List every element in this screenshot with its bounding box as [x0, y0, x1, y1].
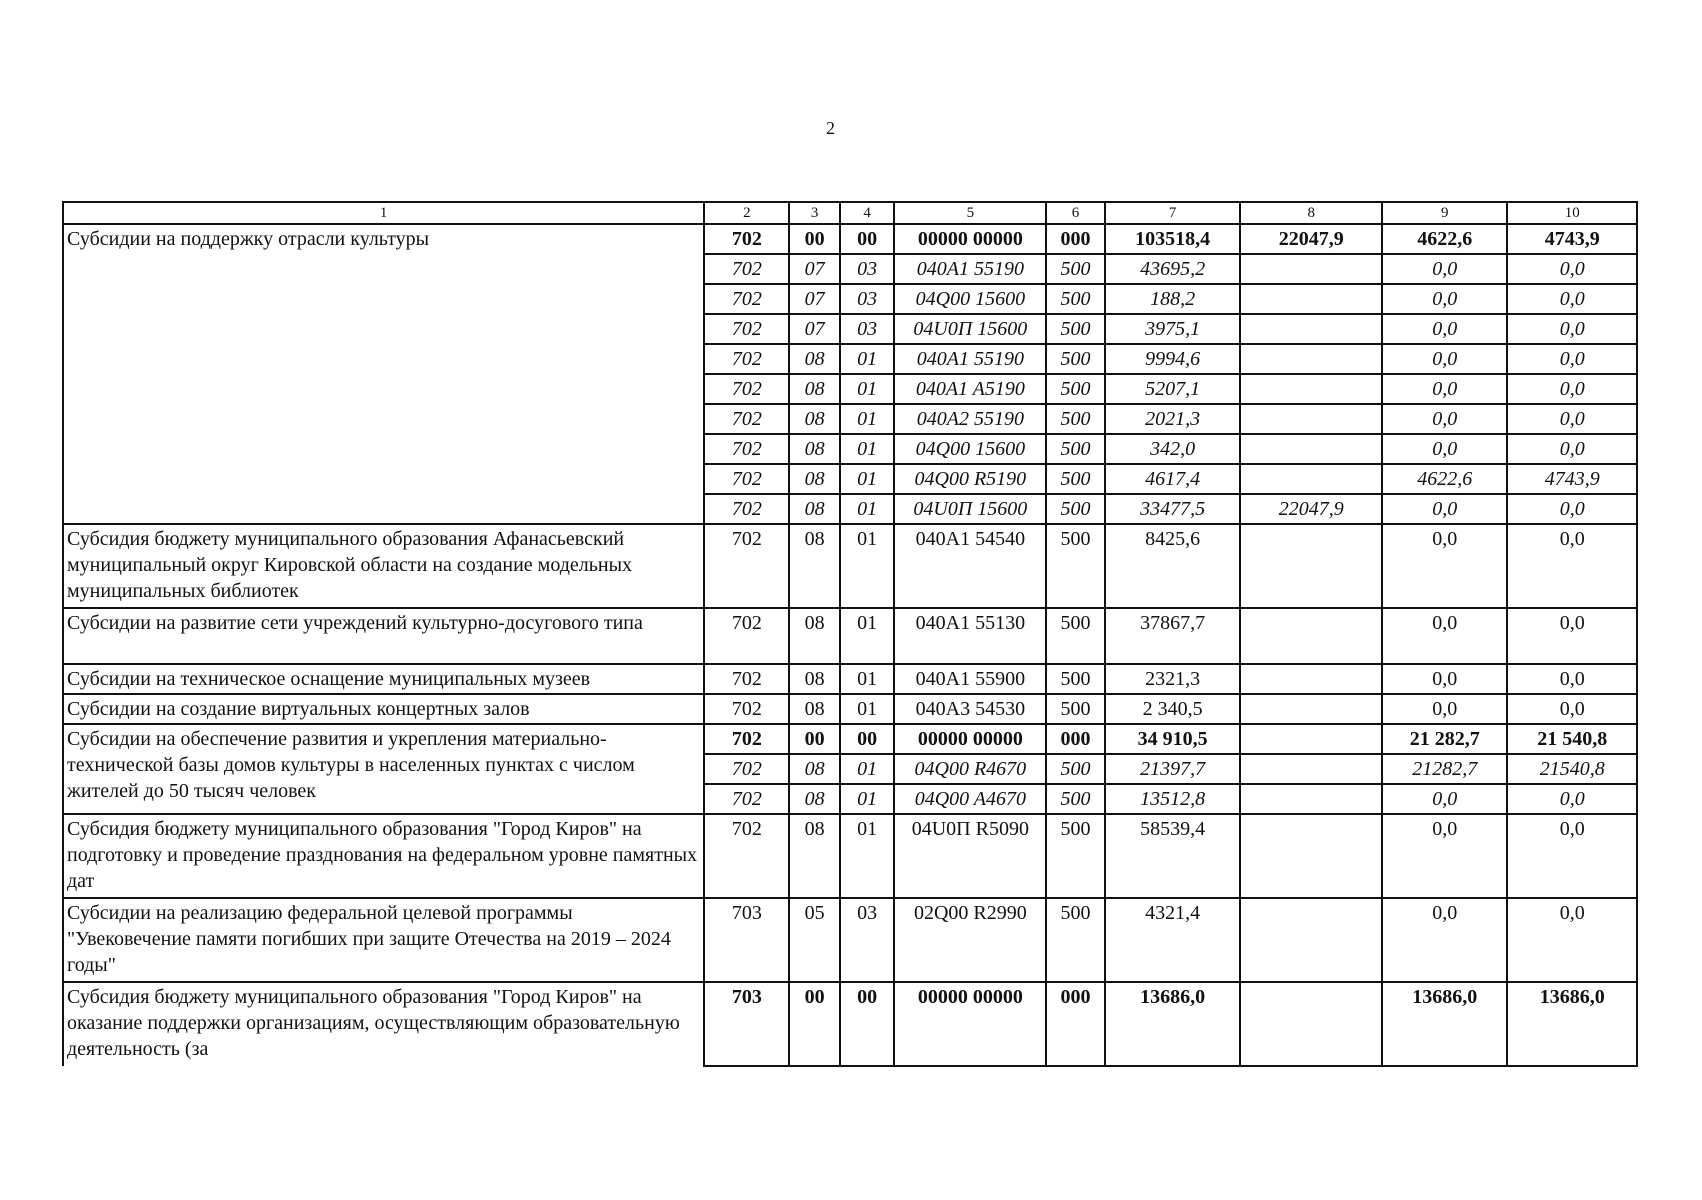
- cell-c5: 00000 00000: [894, 724, 1046, 754]
- cell-c5: 04U0П 15600: [894, 494, 1046, 524]
- cell-c7: 188,2: [1105, 284, 1241, 314]
- cell-c6: 500: [1046, 374, 1105, 404]
- cell-c9: 13686,0: [1382, 982, 1507, 1066]
- cell-c8: [1240, 982, 1382, 1066]
- cell-c7: 9994,6: [1105, 344, 1241, 374]
- cell-c8: [1240, 608, 1382, 664]
- cell-c3: 07: [789, 254, 840, 284]
- row-name: Субсидия бюджету муниципального образования "Город Киров" на подготовку и проведение празднования на федеральном уровне памятных дат: [63, 814, 704, 898]
- cell-c5: 040A1 55900: [894, 664, 1046, 694]
- cell-c5: 040A2 55190: [894, 404, 1046, 434]
- cell-c7: 103518,4: [1105, 224, 1241, 254]
- cell-c5: 04Q00 15600: [894, 434, 1046, 464]
- cell-c3: 08: [789, 814, 840, 898]
- cell-c7: 21397,7: [1105, 754, 1241, 784]
- header-cell: 6: [1046, 202, 1105, 224]
- cell-c2: 703: [704, 982, 789, 1066]
- cell-c2: 702: [704, 784, 789, 814]
- cell-c9: 0,0: [1382, 524, 1507, 608]
- cell-c6: 500: [1046, 664, 1105, 694]
- cell-c8: [1240, 664, 1382, 694]
- header-cell: 9: [1382, 202, 1507, 224]
- cell-c6: 500: [1046, 608, 1105, 664]
- cell-c2: 702: [704, 224, 789, 254]
- cell-c7: 33477,5: [1105, 494, 1241, 524]
- row-name: Субсидия бюджету муниципального образования Афанасьевский муниципальный округ Кировской области на создание модельных муниципальных библиотек: [63, 524, 704, 608]
- cell-c5: 00000 00000: [894, 224, 1046, 254]
- cell-c4: 01: [840, 664, 895, 694]
- cell-c7: 34 910,5: [1105, 724, 1241, 754]
- cell-c7: 8425,6: [1105, 524, 1241, 608]
- row-name: Субсидии на создание виртуальных концертных залов: [63, 694, 704, 724]
- cell-c10: 4743,9: [1507, 224, 1637, 254]
- cell-c3: 08: [789, 374, 840, 404]
- table-row: [63, 814, 1637, 898]
- cell-c9: 0,0: [1382, 814, 1507, 898]
- cell-c5: 04U0П 15600: [894, 314, 1046, 344]
- cell-c4: 00: [840, 724, 895, 754]
- cell-c8: [1240, 344, 1382, 374]
- cell-c5: 04U0П R5090: [894, 814, 1046, 898]
- table-row: [63, 524, 1637, 608]
- cell-c3: 08: [789, 434, 840, 464]
- cell-c2: 702: [704, 254, 789, 284]
- cell-c9: 0,0: [1382, 494, 1507, 524]
- cell-c8: [1240, 724, 1382, 754]
- cell-c4: 01: [840, 524, 895, 608]
- cell-c4: 00: [840, 982, 895, 1066]
- cell-c4: 01: [840, 374, 895, 404]
- cell-c3: 05: [789, 898, 840, 982]
- cell-c3: 07: [789, 314, 840, 344]
- table-row: [63, 724, 1637, 754]
- cell-c4: 01: [840, 494, 895, 524]
- cell-c3: 00: [789, 224, 840, 254]
- cell-c5: 040A1 55190: [894, 344, 1046, 374]
- row-name: Субсидия бюджету муниципального образования "Город Киров" на оказание поддержки организациям, осуществляющим образовательную деятельность (за: [63, 982, 704, 1066]
- cell-c8: [1240, 524, 1382, 608]
- cell-c2: 703: [704, 898, 789, 982]
- cell-c6: 500: [1046, 344, 1105, 374]
- cell-c6: 500: [1046, 254, 1105, 284]
- cell-c2: 702: [704, 694, 789, 724]
- cell-c2: 702: [704, 814, 789, 898]
- cell-c7: 4617,4: [1105, 464, 1241, 494]
- cell-c10: 21 540,8: [1507, 724, 1637, 754]
- cell-c9: 0,0: [1382, 314, 1507, 344]
- cell-c3: 08: [789, 404, 840, 434]
- cell-c10: 0,0: [1507, 404, 1637, 434]
- cell-c3: 00: [789, 982, 840, 1066]
- cell-c2: 702: [704, 754, 789, 784]
- cell-c2: 702: [704, 608, 789, 664]
- cell-c9: 4622,6: [1382, 224, 1507, 254]
- cell-c10: 0,0: [1507, 694, 1637, 724]
- cell-c3: 08: [789, 524, 840, 608]
- cell-c4: 01: [840, 754, 895, 784]
- cell-c8: [1240, 694, 1382, 724]
- cell-c5: 040A1 55190: [894, 254, 1046, 284]
- cell-c9: 0,0: [1382, 694, 1507, 724]
- cell-c8: [1240, 434, 1382, 464]
- header-cell: 3: [789, 202, 840, 224]
- cell-c6: 500: [1046, 524, 1105, 608]
- cell-c9: 21 282,7: [1382, 724, 1507, 754]
- cell-c6: 500: [1046, 464, 1105, 494]
- cell-c3: 08: [789, 464, 840, 494]
- cell-c5: 04Q00 15600: [894, 284, 1046, 314]
- cell-c2: 702: [704, 464, 789, 494]
- cell-c9: 0,0: [1382, 344, 1507, 374]
- cell-c6: 500: [1046, 404, 1105, 434]
- cell-c2: 702: [704, 314, 789, 344]
- cell-c9: 0,0: [1382, 254, 1507, 284]
- cell-c8: [1240, 254, 1382, 284]
- cell-c10: 0,0: [1507, 524, 1637, 608]
- row-name: Субсидии на реализацию федеральной целевой программы "Увековечение памяти погибших при защите Отечества на 2019 – 2024 годы": [63, 898, 704, 982]
- cell-c10: 0,0: [1507, 344, 1637, 374]
- cell-c4: 03: [840, 898, 895, 982]
- row-name: Субсидии на техническое оснащение муниципальных музеев: [63, 664, 704, 694]
- page-number: 2: [826, 118, 835, 138]
- header-cell: 1: [63, 202, 704, 224]
- header-cell: 10: [1507, 202, 1637, 224]
- cell-c2: 702: [704, 344, 789, 374]
- cell-c8: [1240, 464, 1382, 494]
- cell-c2: 702: [704, 494, 789, 524]
- cell-c2: 702: [704, 434, 789, 464]
- cell-c10: 0,0: [1507, 814, 1637, 898]
- cell-c10: 0,0: [1507, 314, 1637, 344]
- header-cell: 8: [1240, 202, 1382, 224]
- cell-c5: 040A3 54530: [894, 694, 1046, 724]
- cell-c8: 22047,9: [1240, 494, 1382, 524]
- cell-c9: 0,0: [1382, 664, 1507, 694]
- cell-c9: 0,0: [1382, 374, 1507, 404]
- cell-c7: 2321,3: [1105, 664, 1241, 694]
- cell-c4: 01: [840, 344, 895, 374]
- cell-c10: 0,0: [1507, 664, 1637, 694]
- cell-c4: 03: [840, 284, 895, 314]
- cell-c10: 0,0: [1507, 434, 1637, 464]
- cell-c7: 43695,2: [1105, 254, 1241, 284]
- cell-c10: 0,0: [1507, 784, 1637, 814]
- cell-c2: 702: [704, 284, 789, 314]
- cell-c3: 08: [789, 664, 840, 694]
- cell-c8: [1240, 814, 1382, 898]
- cell-c7: 4321,4: [1105, 898, 1241, 982]
- cell-c2: 702: [704, 374, 789, 404]
- table-row: [63, 898, 1637, 982]
- cell-c3: 08: [789, 494, 840, 524]
- cell-c4: 01: [840, 694, 895, 724]
- cell-c2: 702: [704, 524, 789, 608]
- cell-c6: 500: [1046, 314, 1105, 344]
- table-row: [63, 982, 1637, 1066]
- cell-c3: 00: [789, 724, 840, 754]
- header-cell: 4: [840, 202, 895, 224]
- cell-c10: 0,0: [1507, 494, 1637, 524]
- cell-c10: 0,0: [1507, 254, 1637, 284]
- cell-c7: 37867,7: [1105, 608, 1241, 664]
- cell-c10: 13686,0: [1507, 982, 1637, 1066]
- table-row: [63, 224, 1637, 254]
- header-row: [63, 202, 1637, 224]
- cell-c4: 03: [840, 314, 895, 344]
- header-cell: 7: [1105, 202, 1241, 224]
- cell-c4: 01: [840, 404, 895, 434]
- cell-c3: 08: [789, 694, 840, 724]
- cell-c10: 0,0: [1507, 608, 1637, 664]
- cell-c6: 500: [1046, 754, 1105, 784]
- cell-c4: 01: [840, 434, 895, 464]
- cell-c5: 040A1 A5190: [894, 374, 1046, 404]
- cell-c6: 500: [1046, 898, 1105, 982]
- cell-c9: 4622,6: [1382, 464, 1507, 494]
- cell-c7: 2 340,5: [1105, 694, 1241, 724]
- cell-c6: 000: [1046, 982, 1105, 1066]
- cell-c9: 21282,7: [1382, 754, 1507, 784]
- cell-c10: 4743,9: [1507, 464, 1637, 494]
- cell-c5: 04Q00 A4670: [894, 784, 1046, 814]
- cell-c9: 0,0: [1382, 404, 1507, 434]
- cell-c7: 5207,1: [1105, 374, 1241, 404]
- cell-c4: 01: [840, 464, 895, 494]
- cell-c6: 500: [1046, 284, 1105, 314]
- cell-c9: 0,0: [1382, 284, 1507, 314]
- cell-c6: 500: [1046, 814, 1105, 898]
- cell-c8: [1240, 284, 1382, 314]
- cell-c7: 2021,3: [1105, 404, 1241, 434]
- table-row: [63, 664, 1637, 694]
- cell-c9: 0,0: [1382, 898, 1507, 982]
- cell-c3: 08: [789, 754, 840, 784]
- cell-c7: 13512,8: [1105, 784, 1241, 814]
- table-row: [63, 694, 1637, 724]
- cell-c8: [1240, 754, 1382, 784]
- cell-c8: [1240, 898, 1382, 982]
- cell-c7: 342,0: [1105, 434, 1241, 464]
- cell-c2: 702: [704, 404, 789, 434]
- cell-c6: 500: [1046, 694, 1105, 724]
- cell-c5: 04Q00 R5190: [894, 464, 1046, 494]
- row-name: Субсидии на поддержку отрасли культуры: [63, 224, 704, 524]
- cell-c6: 000: [1046, 224, 1105, 254]
- cell-c8: [1240, 784, 1382, 814]
- cell-c9: 0,0: [1382, 608, 1507, 664]
- cell-c2: 702: [704, 724, 789, 754]
- cell-c9: 0,0: [1382, 784, 1507, 814]
- cell-c6: 500: [1046, 434, 1105, 464]
- cell-c6: 000: [1046, 724, 1105, 754]
- header-cell: 2: [704, 202, 789, 224]
- cell-c9: 0,0: [1382, 434, 1507, 464]
- cell-c8: [1240, 314, 1382, 344]
- cell-c8: [1240, 404, 1382, 434]
- cell-c4: 01: [840, 814, 895, 898]
- cell-c4: 01: [840, 608, 895, 664]
- cell-c5: 04Q00 R4670: [894, 754, 1046, 784]
- cell-c3: 08: [789, 784, 840, 814]
- row-name: Субсидии на развитие сети учреждений культурно-досугового типа: [63, 608, 704, 664]
- cell-c7: 13686,0: [1105, 982, 1241, 1066]
- cell-c4: 00: [840, 224, 895, 254]
- cell-c10: 21540,8: [1507, 754, 1637, 784]
- cell-c10: 0,0: [1507, 284, 1637, 314]
- cell-c8: [1240, 374, 1382, 404]
- cell-c5: 040A1 55130: [894, 608, 1046, 664]
- cell-c2: 702: [704, 664, 789, 694]
- table-row: [63, 608, 1637, 664]
- cell-c3: 07: [789, 284, 840, 314]
- cell-c3: 08: [789, 344, 840, 374]
- cell-c6: 500: [1046, 494, 1105, 524]
- cell-c5: 040A1 54540: [894, 524, 1046, 608]
- cell-c5: 00000 00000: [894, 982, 1046, 1066]
- cell-c8: 22047,9: [1240, 224, 1382, 254]
- cell-c6: 500: [1046, 784, 1105, 814]
- cell-c7: 58539,4: [1105, 814, 1241, 898]
- budget-table: [62, 201, 1638, 1067]
- cell-c3: 08: [789, 608, 840, 664]
- cell-c4: 03: [840, 254, 895, 284]
- cell-c4: 01: [840, 784, 895, 814]
- header-cell: 5: [894, 202, 1046, 224]
- cell-c5: 02Q00 R2990: [894, 898, 1046, 982]
- row-name: Субсидии на обеспечение развития и укрепления материально-технической базы домов культуры в населенных пунктах с числом жителей до 50 тысяч человек: [63, 724, 704, 814]
- cell-c7: 3975,1: [1105, 314, 1241, 344]
- cell-c10: 0,0: [1507, 374, 1637, 404]
- cell-c10: 0,0: [1507, 898, 1637, 982]
